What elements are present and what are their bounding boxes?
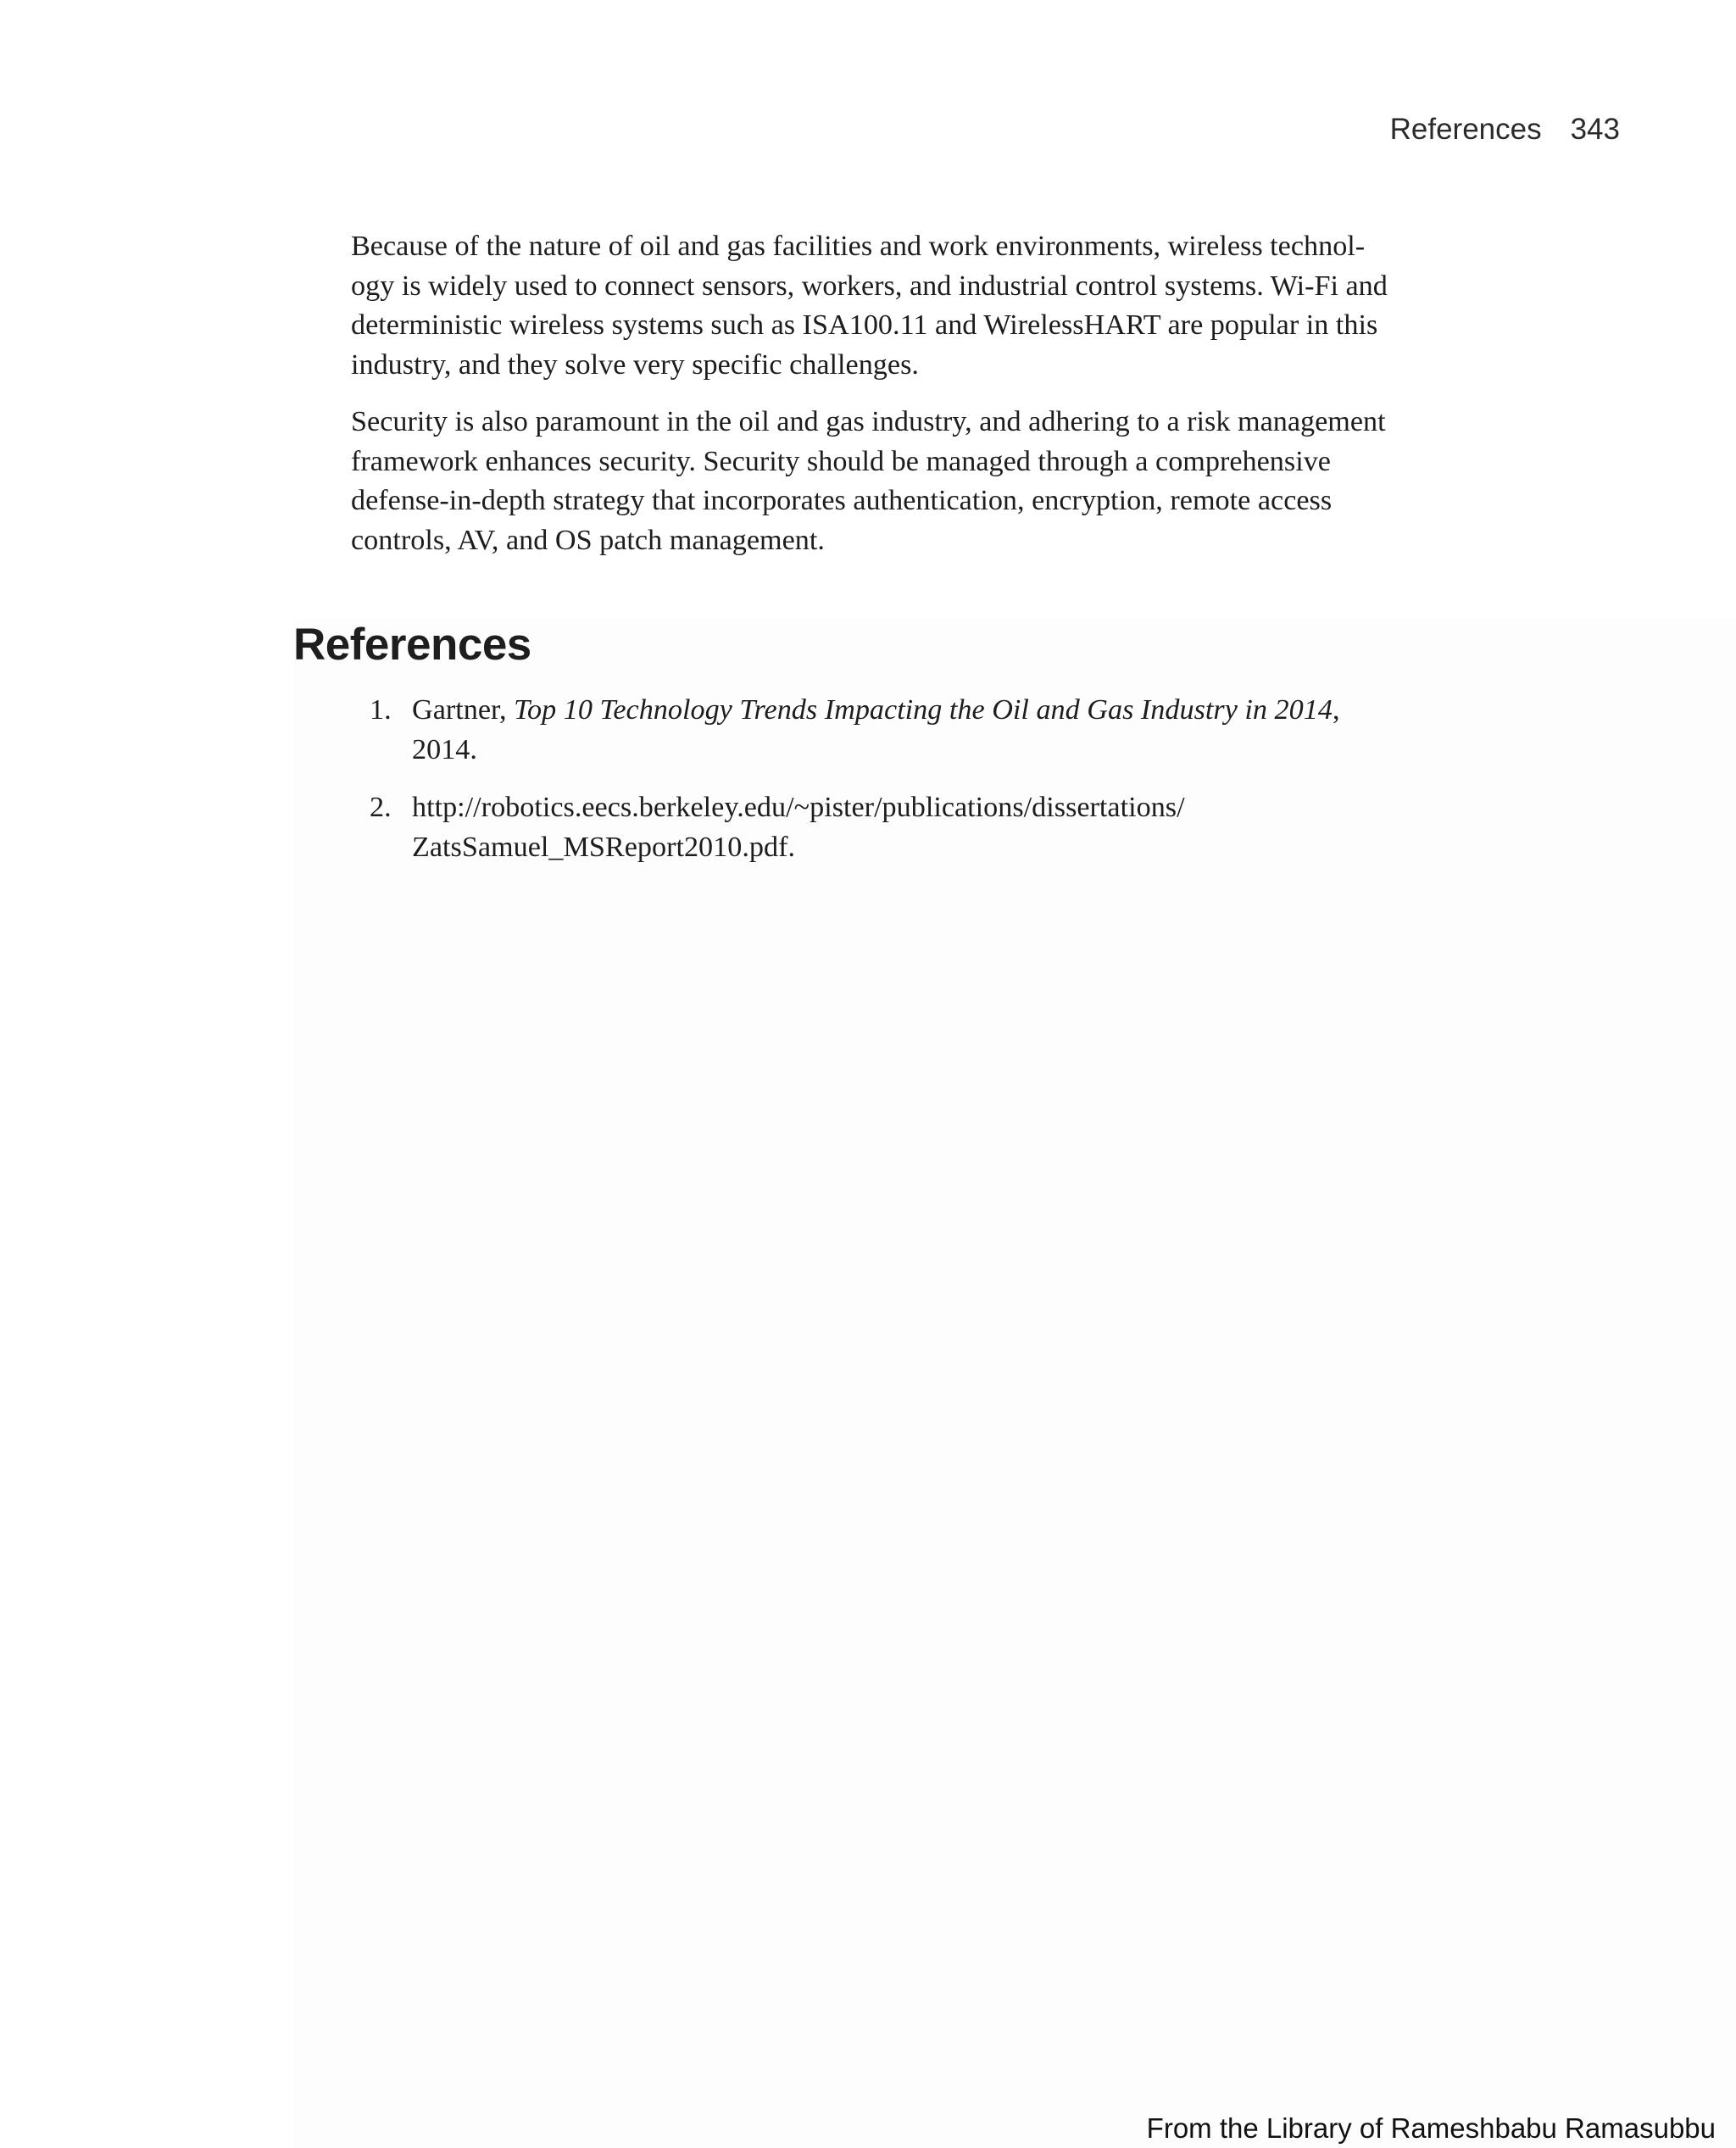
reference-item-1 (351, 691, 1504, 770)
running-head-title: References (1389, 113, 1542, 146)
reference-item-2 (351, 788, 1504, 867)
body-paragraph-security: Security is also paramount in the oil and gas industry, and adhering to a risk management framework enhances security. Security should be managed through a comprehensive defense-in-depth strategy that incorporates authentication, encryption, remote access controls, AV, and OS patch management. (351, 406, 1386, 556)
reference-url-line-1: http://robotics.eecs.berkeley.edu/~pister/publications/dissertations/ (412, 792, 1185, 823)
running-head (1390, 110, 1620, 149)
reference-number: 2. (370, 792, 392, 823)
reference-list (351, 691, 1504, 886)
reference-year: 2014. (412, 733, 477, 765)
references-heading: References (293, 620, 531, 670)
reference-punctuation: , (1332, 694, 1340, 726)
reference-title: Top 10 Technology Trends Impacting the Oil and Gas Industry in 2014 (514, 694, 1333, 726)
reference-line (412, 691, 1504, 731)
page-number: 343 (1570, 113, 1620, 146)
reference-url-line-2: ZatsSamuel_MSReport2010.pdf. (412, 831, 795, 863)
body-paragraph-wireless: Because of the nature of oil and gas facilities and work environments, wireless technol- ogy is widely used to connect sensors, workers, and industrial control systems. Wi-Fi and deterministic wireless systems such as ISA100.11 and WirelessHART are popular in this industry, and they solve very specific challenges. (351, 231, 1388, 381)
reference-number: 1. (370, 694, 392, 726)
reference-author: Gartner, (412, 694, 515, 726)
library-watermark: From the Library of Rameshbabu Ramasubbu (1146, 2112, 1716, 2144)
